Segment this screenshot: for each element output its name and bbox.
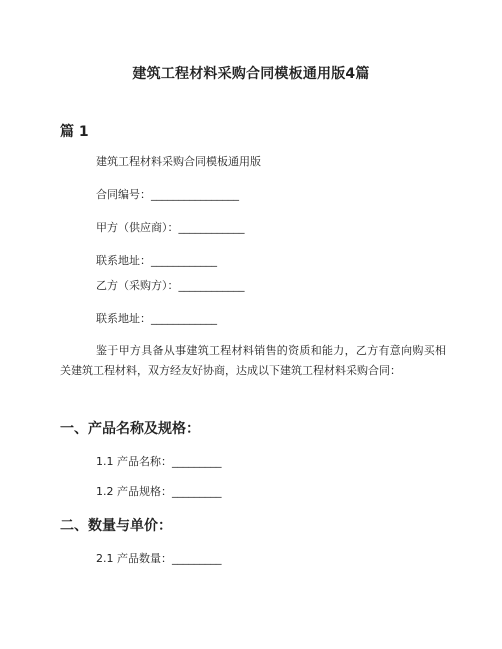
party-a-field: 甲方（供应商）：____________ bbox=[96, 221, 245, 234]
contract-number-field: 合同编号：________________ bbox=[96, 188, 239, 201]
section-1-item-2: 1.2 产品规格：_________ bbox=[96, 485, 222, 498]
party-b-field: 乙方（采购方）：____________ bbox=[96, 279, 245, 292]
section-2-item-1: 2.1 产品数量：_________ bbox=[96, 552, 222, 565]
contract-subtitle: 建筑工程材料采购合同模板通用版 bbox=[96, 155, 261, 168]
section-2-heading: 二、数量与单价： bbox=[60, 518, 172, 534]
party-b-address-field: 联系地址：____________ bbox=[96, 312, 217, 325]
section-1-item-1: 1.1 产品名称：_________ bbox=[96, 455, 222, 468]
part-heading: 篇 1 bbox=[60, 124, 89, 140]
intro-paragraph: 鉴于甲方具备从事建筑工程材料销售的资质和能力，乙方有意向购买相关建筑工程材料，双方经友好协商，达成以下建筑工程材料采购合同： bbox=[60, 344, 446, 377]
party-a-address-field: 联系地址：____________ bbox=[96, 254, 217, 267]
section-1-heading: 一、产品名称及规格： bbox=[60, 421, 200, 437]
document-title: 建筑工程材料采购合同模板通用版4篇 bbox=[132, 66, 370, 82]
